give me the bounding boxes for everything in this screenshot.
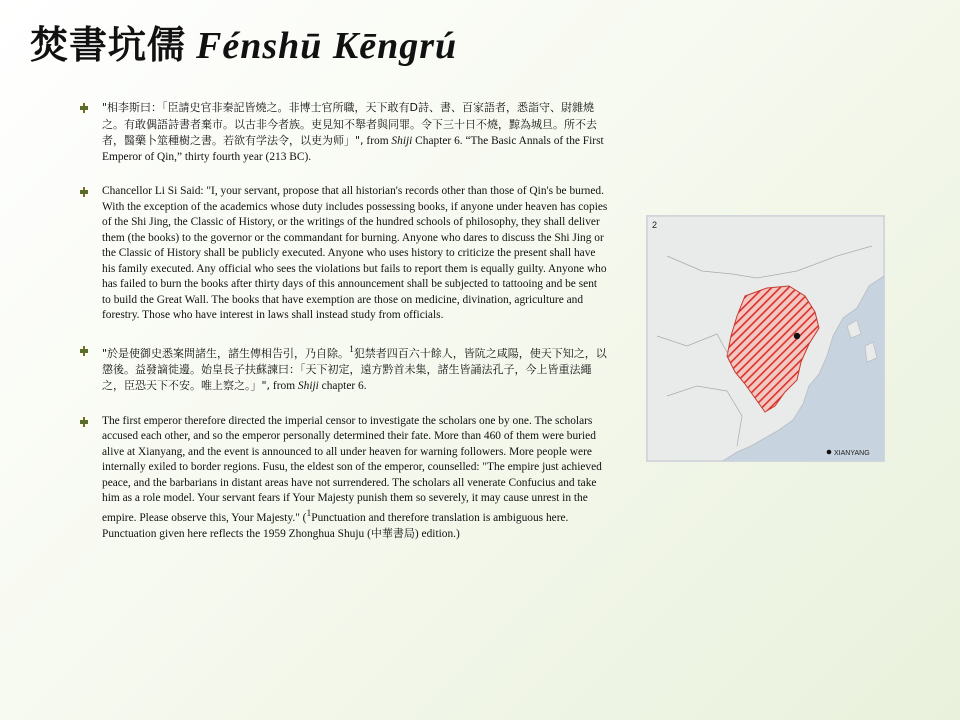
chinese-quote-part2: 犯禁者四百六十餘人，皆阬之咸陽，使天下知之，以懲後。益發謫徙邊。始皇長子扶蘇諫曰：「天下初定，遠方黔首未集，諸生皆誦法孔子，今上皆重法繩之，臣恐天下不安。唯上察之。」",: [102, 346, 607, 393]
title-chinese: 焚書坑儒: [30, 23, 187, 67]
source-prefix: from: [366, 135, 392, 147]
title-pinyin: Fénshū Kēngrú: [196, 25, 458, 67]
legend-dot: [827, 450, 832, 455]
page-title: [30, 14, 457, 69]
bullet-icon: [80, 346, 88, 356]
publisher-chinese: 中華書局: [370, 527, 415, 541]
island: [847, 320, 861, 338]
translation-text-part1: The first emperor therefore directed the imperial censor to investigate the scholars one by one. The scholars accused each other, and so the emperor personally determined their fate. More than 460 of them were buried alive at Xianyang, and the event is announced to all under heaven for warning followers. More people were internally exiled to border regions. Fusu, the eldest son of the emperor, counselled: "The empire just achieved peace, and the barbarians in distant areas have not surrendered. The scholars all venerate Confucius and take him as a role model. Your servant fears if Your Majesty punish them so severely, it may cause unrest in the empire. Please observe this, Your Majesty." (: [102, 414, 602, 524]
bullet-icon: [80, 417, 88, 427]
bullet-icon: [80, 103, 88, 113]
map-graphic: [647, 216, 884, 461]
source-prefix: from: [272, 380, 298, 393]
capital-dot: [794, 333, 800, 339]
bullet-icon: [80, 187, 88, 197]
legend-label: XIANYANG: [834, 450, 870, 457]
map-number: 2: [652, 220, 658, 230]
footnote-end: ) edition.): [414, 528, 460, 541]
footnote-marker: 1: [306, 508, 312, 519]
source-suffix: Chapter 6. “The Basic Annals of the First Emperor of Qin,” thirty fourth year (213 BC).: [102, 135, 604, 163]
footnote-text: Punctuation and therefore translation is ambiguous here. Punctuation given here reflects the 1959 Zhonghua Shuju (: [102, 511, 569, 541]
source-book: Shiji: [297, 380, 319, 393]
bullet-item: [80, 343, 608, 395]
bullet-item: [80, 184, 608, 324]
source-book: Shiji: [391, 135, 413, 147]
footnote-marker: 1: [349, 344, 354, 355]
qin-map: [646, 215, 885, 462]
chinese-quote: "相李斯曰：「臣請史官非秦記皆燒之。非博士官所職，天下敢有D詩、書、百家語者，悉詣守、尉雜燒之。有敢偶語詩書者棄市。以古非今者族。吏見知不舉者與同罪。令下三十日不燒，黥為城旦。所不去者，醫藥卜筮種樹之書。若欲有学法令，以吏为师」",: [102, 101, 597, 147]
source-suffix: chapter 6.: [318, 380, 367, 393]
chinese-quote-part1: "於是使御史悉案問諸生，諸生傳相告引，乃自除。: [102, 346, 350, 360]
content-body: [80, 100, 608, 562]
island: [865, 342, 877, 362]
bullet-item: [80, 100, 608, 165]
bullet-item: [80, 414, 608, 543]
translation-text: Chancellor Li Si Said: "I, your servant, propose that all historian's records other than those of Qin's be burned. With the exception of the academics whose duty includes possessing books, if anyone under heaven has copies of the Shi Jing, the Classic of History, or the writings of the hundred schools of philosophy, they shall deliver them (the books) to the governor or the commandant for burning. Anyone who dares to discuss the Shi Jing or the Classic of History shall be publicly executed. Anyone who uses history to criticize the present shall have his family executed. Any official who sees the violations but fails to report them is equally guilty. Anyone who has failed to burn the books after thirty days of this announcement shall be subjected to tattooing and be sent to build the Great Wall. The books that have exemption are those on medicine, divination, agriculture and forestry. Those who have interest in laws shall instead study from officials.: [102, 185, 608, 321]
